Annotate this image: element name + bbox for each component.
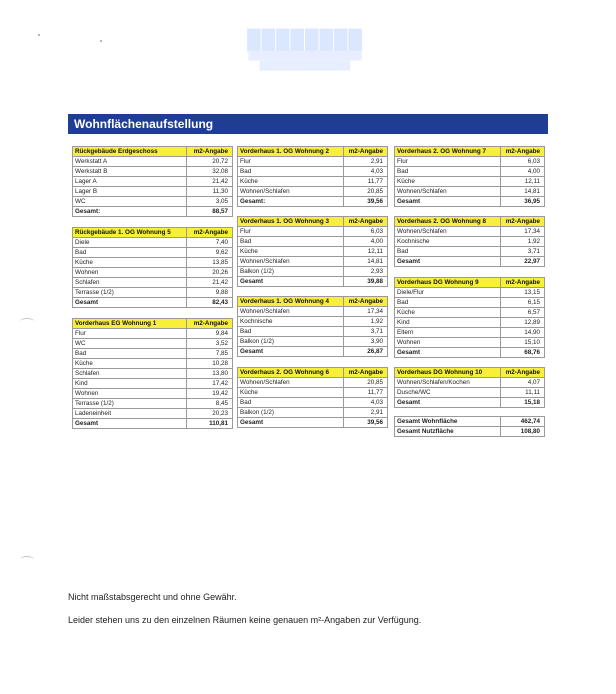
room-area: 13,80 <box>187 369 233 379</box>
total-label: Gesamt: <box>73 207 187 217</box>
room-name: Balkon (1/2) <box>238 337 344 347</box>
total-row <box>238 277 388 287</box>
table-row <box>73 187 233 197</box>
total-value: 39,88 <box>344 277 388 287</box>
total-row <box>73 207 233 217</box>
value-header: m2-Angabe <box>187 319 233 329</box>
room-area: 1,92 <box>344 317 388 327</box>
room-name: Bad <box>238 237 344 247</box>
room-area: 6,03 <box>501 157 545 167</box>
table-row <box>73 379 233 389</box>
room-area: 11,77 <box>344 388 388 398</box>
value-header: m2-Angabe <box>501 368 545 378</box>
value-header: m2-Angabe <box>187 228 233 238</box>
room-name: Werkstatt B <box>73 167 187 177</box>
room-name: Bad <box>238 167 344 177</box>
room-name: Wohnen/Schlafen <box>238 378 344 388</box>
area-table <box>72 318 233 429</box>
table-header-row <box>73 147 233 157</box>
room-name: Flur <box>238 227 344 237</box>
room-name: Terrasse (1/2) <box>73 288 187 298</box>
total-row <box>73 298 233 308</box>
room-area: 8,45 <box>187 399 233 409</box>
table-row <box>395 247 545 257</box>
table-title: Vorderhaus DG Wohnung 10 <box>395 368 501 378</box>
room-area: 1,92 <box>501 237 545 247</box>
total-value: 110,81 <box>187 419 233 429</box>
table-row <box>395 308 545 318</box>
room-name: Bad <box>73 349 187 359</box>
room-name: Flur <box>73 329 187 339</box>
room-name: Kochnische <box>395 237 501 247</box>
room-name: Lager A <box>73 177 187 187</box>
room-name: Wohnen <box>395 338 501 348</box>
page-heading: Wohnflächenaufstellung <box>68 114 548 134</box>
value-header: m2-Angabe <box>344 368 388 378</box>
summary-label: Gesamt Wohnfläche <box>395 417 501 427</box>
room-area: 21,42 <box>187 278 233 288</box>
room-name: Wohnen/Schlafen <box>395 227 501 237</box>
table-header-row <box>238 217 388 227</box>
table-row <box>238 187 388 197</box>
room-name: Eltern <box>395 328 501 338</box>
table-row <box>73 278 233 288</box>
area-table <box>394 146 545 207</box>
total-label: Gesamt <box>238 418 344 428</box>
table-row <box>238 317 388 327</box>
area-table <box>394 216 545 267</box>
room-name: Wohnen/Schlafen/Kochen <box>395 378 501 388</box>
area-table <box>237 367 388 428</box>
total-label: Gesamt <box>395 398 501 408</box>
room-name: Kochnische <box>238 317 344 327</box>
table-row <box>73 339 233 349</box>
room-name: Flur <box>395 157 501 167</box>
total-label: Gesamt <box>73 298 187 308</box>
room-area: 15,10 <box>501 338 545 348</box>
room-area: 17,42 <box>187 379 233 389</box>
value-header: m2-Angabe <box>344 217 388 227</box>
room-area: 4,03 <box>344 398 388 408</box>
room-name: Diele <box>73 238 187 248</box>
table-header-row <box>238 297 388 307</box>
room-name: Lager B <box>73 187 187 197</box>
summary-label: Gesamt Nutzfläche <box>395 427 501 437</box>
room-area: 2,91 <box>344 408 388 418</box>
room-name: Balkon (1/2) <box>238 408 344 418</box>
room-name: Schlafen <box>73 369 187 379</box>
table-row <box>238 227 388 237</box>
room-area: 7,40 <box>187 238 233 248</box>
table-title: Vorderhaus 2. OG Wohnung 8 <box>395 217 501 227</box>
total-row <box>73 419 233 429</box>
room-area: 12,11 <box>501 177 545 187</box>
room-area: 3,90 <box>344 337 388 347</box>
total-row <box>395 257 545 267</box>
room-name: Küche <box>238 247 344 257</box>
room-area: 3,52 <box>187 339 233 349</box>
total-row <box>238 347 388 357</box>
total-label: Gesamt <box>73 419 187 429</box>
table-row <box>238 267 388 277</box>
room-area: 20,85 <box>344 378 388 388</box>
total-value: 26,87 <box>344 347 388 357</box>
table-row <box>238 247 388 257</box>
room-name: Wohnen <box>73 268 187 278</box>
room-area: 9,84 <box>187 329 233 339</box>
room-name: WC <box>73 339 187 349</box>
room-area: 17,34 <box>501 227 545 237</box>
table-header-row <box>395 278 545 288</box>
table-row <box>73 329 233 339</box>
table-header-row <box>73 319 233 329</box>
room-name: Dusche/WC <box>395 388 501 398</box>
table-header-row <box>395 368 545 378</box>
table-row <box>73 238 233 248</box>
table-row <box>73 349 233 359</box>
total-value: 88,57 <box>187 207 233 217</box>
table-row <box>238 327 388 337</box>
total-value: 36,95 <box>501 197 545 207</box>
table-row <box>395 167 545 177</box>
room-area: 12,89 <box>501 318 545 328</box>
area-table <box>237 216 388 287</box>
room-name: Balkon (1/2) <box>238 267 344 277</box>
room-name: Terrasse (1/2) <box>73 399 187 409</box>
room-name: Wohnen/Schlafen <box>238 187 344 197</box>
area-table <box>237 296 388 357</box>
table-row <box>238 307 388 317</box>
table-row <box>238 408 388 418</box>
room-area: 6,57 <box>501 308 545 318</box>
room-name: Bad <box>238 327 344 337</box>
value-header: m2-Angabe <box>501 147 545 157</box>
table-row <box>73 167 233 177</box>
total-label: Gesamt <box>395 197 501 207</box>
room-area: 14,81 <box>501 187 545 197</box>
table-header-row <box>238 368 388 378</box>
table-row <box>238 177 388 187</box>
room-name: Küche <box>73 359 187 369</box>
room-area: 11,30 <box>187 187 233 197</box>
table-row <box>73 248 233 258</box>
table-title: Vorderhaus 1. OG Wohnung 3 <box>238 217 344 227</box>
room-name: Wohnen/Schlafen <box>238 307 344 317</box>
room-name: Schlafen <box>73 278 187 288</box>
scan-dot <box>38 34 40 36</box>
room-area: 20,85 <box>344 187 388 197</box>
room-area: 13,85 <box>187 258 233 268</box>
room-area: 3,71 <box>501 247 545 257</box>
value-header: m2-Angabe <box>344 147 388 157</box>
table-row <box>395 187 545 197</box>
room-area: 14,90 <box>501 328 545 338</box>
summary-value: 462,74 <box>501 417 545 427</box>
table-row <box>73 177 233 187</box>
disclaimer-note: Nicht maßstabsgerecht und ohne Gewähr. <box>68 592 237 602</box>
table-row <box>73 258 233 268</box>
table-row <box>395 298 545 308</box>
total-label: Gesamt <box>395 257 501 267</box>
table-row <box>395 227 545 237</box>
room-name: WC <box>73 197 187 207</box>
value-header: m2-Angabe <box>344 297 388 307</box>
table-row <box>395 237 545 247</box>
room-area: 6,15 <box>501 298 545 308</box>
area-table <box>394 277 545 358</box>
room-area: 10,28 <box>187 359 233 369</box>
value-header: m2-Angabe <box>187 147 233 157</box>
table-row <box>238 378 388 388</box>
table-header-row <box>73 228 233 238</box>
scan-mark <box>20 318 34 325</box>
total-label: Gesamt <box>395 348 501 358</box>
table-row <box>238 337 388 347</box>
area-table <box>72 227 233 308</box>
table-title: Vorderhaus EG Wohnung 1 <box>73 319 187 329</box>
area-table <box>72 146 233 217</box>
table-row <box>395 388 545 398</box>
room-area: 4,00 <box>501 167 545 177</box>
info-note: Leider stehen uns zu den einzelnen Räumen keine genauen m²-Angaben zur Verfügung. <box>68 615 422 625</box>
room-name: Küche <box>238 177 344 187</box>
room-area: 20,72 <box>187 157 233 167</box>
total-label: Gesamt: <box>238 197 344 207</box>
total-row <box>238 418 388 428</box>
faded-logo: ████████ ████████████████████ ████████████████ <box>247 30 363 70</box>
room-area: 12,11 <box>344 247 388 257</box>
room-name: Werkstatt A <box>73 157 187 167</box>
total-value: 15,18 <box>501 398 545 408</box>
room-area: 6,03 <box>344 227 388 237</box>
table-row <box>238 388 388 398</box>
total-value: 82,43 <box>187 298 233 308</box>
total-row <box>395 398 545 408</box>
table-header-row <box>238 147 388 157</box>
room-area: 2,91 <box>344 157 388 167</box>
room-area: 4,03 <box>344 167 388 177</box>
scan-dot <box>100 40 102 42</box>
total-value: 22,97 <box>501 257 545 267</box>
summary-row <box>395 427 545 437</box>
room-area: 11,77 <box>344 177 388 187</box>
total-label: Gesamt <box>238 277 344 287</box>
room-name: Küche <box>238 388 344 398</box>
room-name: Küche <box>73 258 187 268</box>
summary-value: 108,80 <box>501 427 545 437</box>
room-area: 4,07 <box>501 378 545 388</box>
scan-mark <box>20 556 34 563</box>
table-row <box>238 237 388 247</box>
room-area: 2,93 <box>344 267 388 277</box>
room-name: Kind <box>73 379 187 389</box>
room-area: 13,15 <box>501 288 545 298</box>
table-header-row <box>395 147 545 157</box>
room-area: 9,62 <box>187 248 233 258</box>
room-area: 7,85 <box>187 349 233 359</box>
room-name: Bad <box>395 298 501 308</box>
room-area: 20,26 <box>187 268 233 278</box>
room-name: Ladeneinheit <box>73 409 187 419</box>
room-name: Diele/Flur <box>395 288 501 298</box>
table-row <box>238 157 388 167</box>
room-area: 11,11 <box>501 388 545 398</box>
table-title: Vorderhaus 2. OG Wohnung 6 <box>238 368 344 378</box>
room-area: 20,23 <box>187 409 233 419</box>
room-name: Bad <box>238 398 344 408</box>
room-name: Flur <box>238 157 344 167</box>
room-name: Bad <box>395 247 501 257</box>
table-row <box>238 167 388 177</box>
table-row <box>395 318 545 328</box>
room-area: 17,34 <box>344 307 388 317</box>
total-value: 39,56 <box>344 418 388 428</box>
table-row <box>73 359 233 369</box>
table-row <box>238 398 388 408</box>
area-table <box>394 367 545 408</box>
table-row <box>73 409 233 419</box>
table-row <box>73 399 233 409</box>
room-name: Küche <box>395 308 501 318</box>
table-row <box>238 257 388 267</box>
table-row <box>73 268 233 278</box>
room-area: 21,42 <box>187 177 233 187</box>
table-row <box>395 338 545 348</box>
table-header-row <box>395 217 545 227</box>
table-title: Rückgebäude 1. OG Wohnung 5 <box>73 228 187 238</box>
room-name: Wohnen <box>73 389 187 399</box>
summary-row <box>395 417 545 427</box>
area-table <box>237 146 388 207</box>
value-header: m2-Angabe <box>501 278 545 288</box>
table-row <box>73 369 233 379</box>
table-row <box>395 288 545 298</box>
room-name: Bad <box>395 167 501 177</box>
room-area: 3,71 <box>344 327 388 337</box>
room-area: 3,05 <box>187 197 233 207</box>
total-row <box>395 197 545 207</box>
value-header: m2-Angabe <box>501 217 545 227</box>
room-name: Küche <box>395 177 501 187</box>
room-area: 4,00 <box>344 237 388 247</box>
table-row <box>395 177 545 187</box>
room-name: Wohnen/Schlafen <box>238 257 344 267</box>
table-title: Vorderhaus 2. OG Wohnung 7 <box>395 147 501 157</box>
table-row <box>73 389 233 399</box>
total-row <box>395 348 545 358</box>
table-title: Vorderhaus 1. OG Wohnung 4 <box>238 297 344 307</box>
room-area: 19,42 <box>187 389 233 399</box>
table-row <box>73 157 233 167</box>
summary-table <box>394 416 545 437</box>
total-value: 39,56 <box>344 197 388 207</box>
total-row <box>238 197 388 207</box>
room-area: 32,08 <box>187 167 233 177</box>
room-name: Bad <box>73 248 187 258</box>
total-label: Gesamt <box>238 347 344 357</box>
table-row <box>73 197 233 207</box>
room-area: 9,88 <box>187 288 233 298</box>
table-title: Rückgebäude Erdgeschoss <box>73 147 187 157</box>
room-name: Wohnen/Schlafen <box>395 187 501 197</box>
table-row <box>395 157 545 167</box>
table-row <box>73 288 233 298</box>
table-title: Vorderhaus DG Wohnung 9 <box>395 278 501 288</box>
table-title: Vorderhaus 1. OG Wohnung 2 <box>238 147 344 157</box>
room-area: 14,81 <box>344 257 388 267</box>
table-row <box>395 378 545 388</box>
total-value: 68,76 <box>501 348 545 358</box>
table-row <box>395 328 545 338</box>
room-name: Kind <box>395 318 501 328</box>
